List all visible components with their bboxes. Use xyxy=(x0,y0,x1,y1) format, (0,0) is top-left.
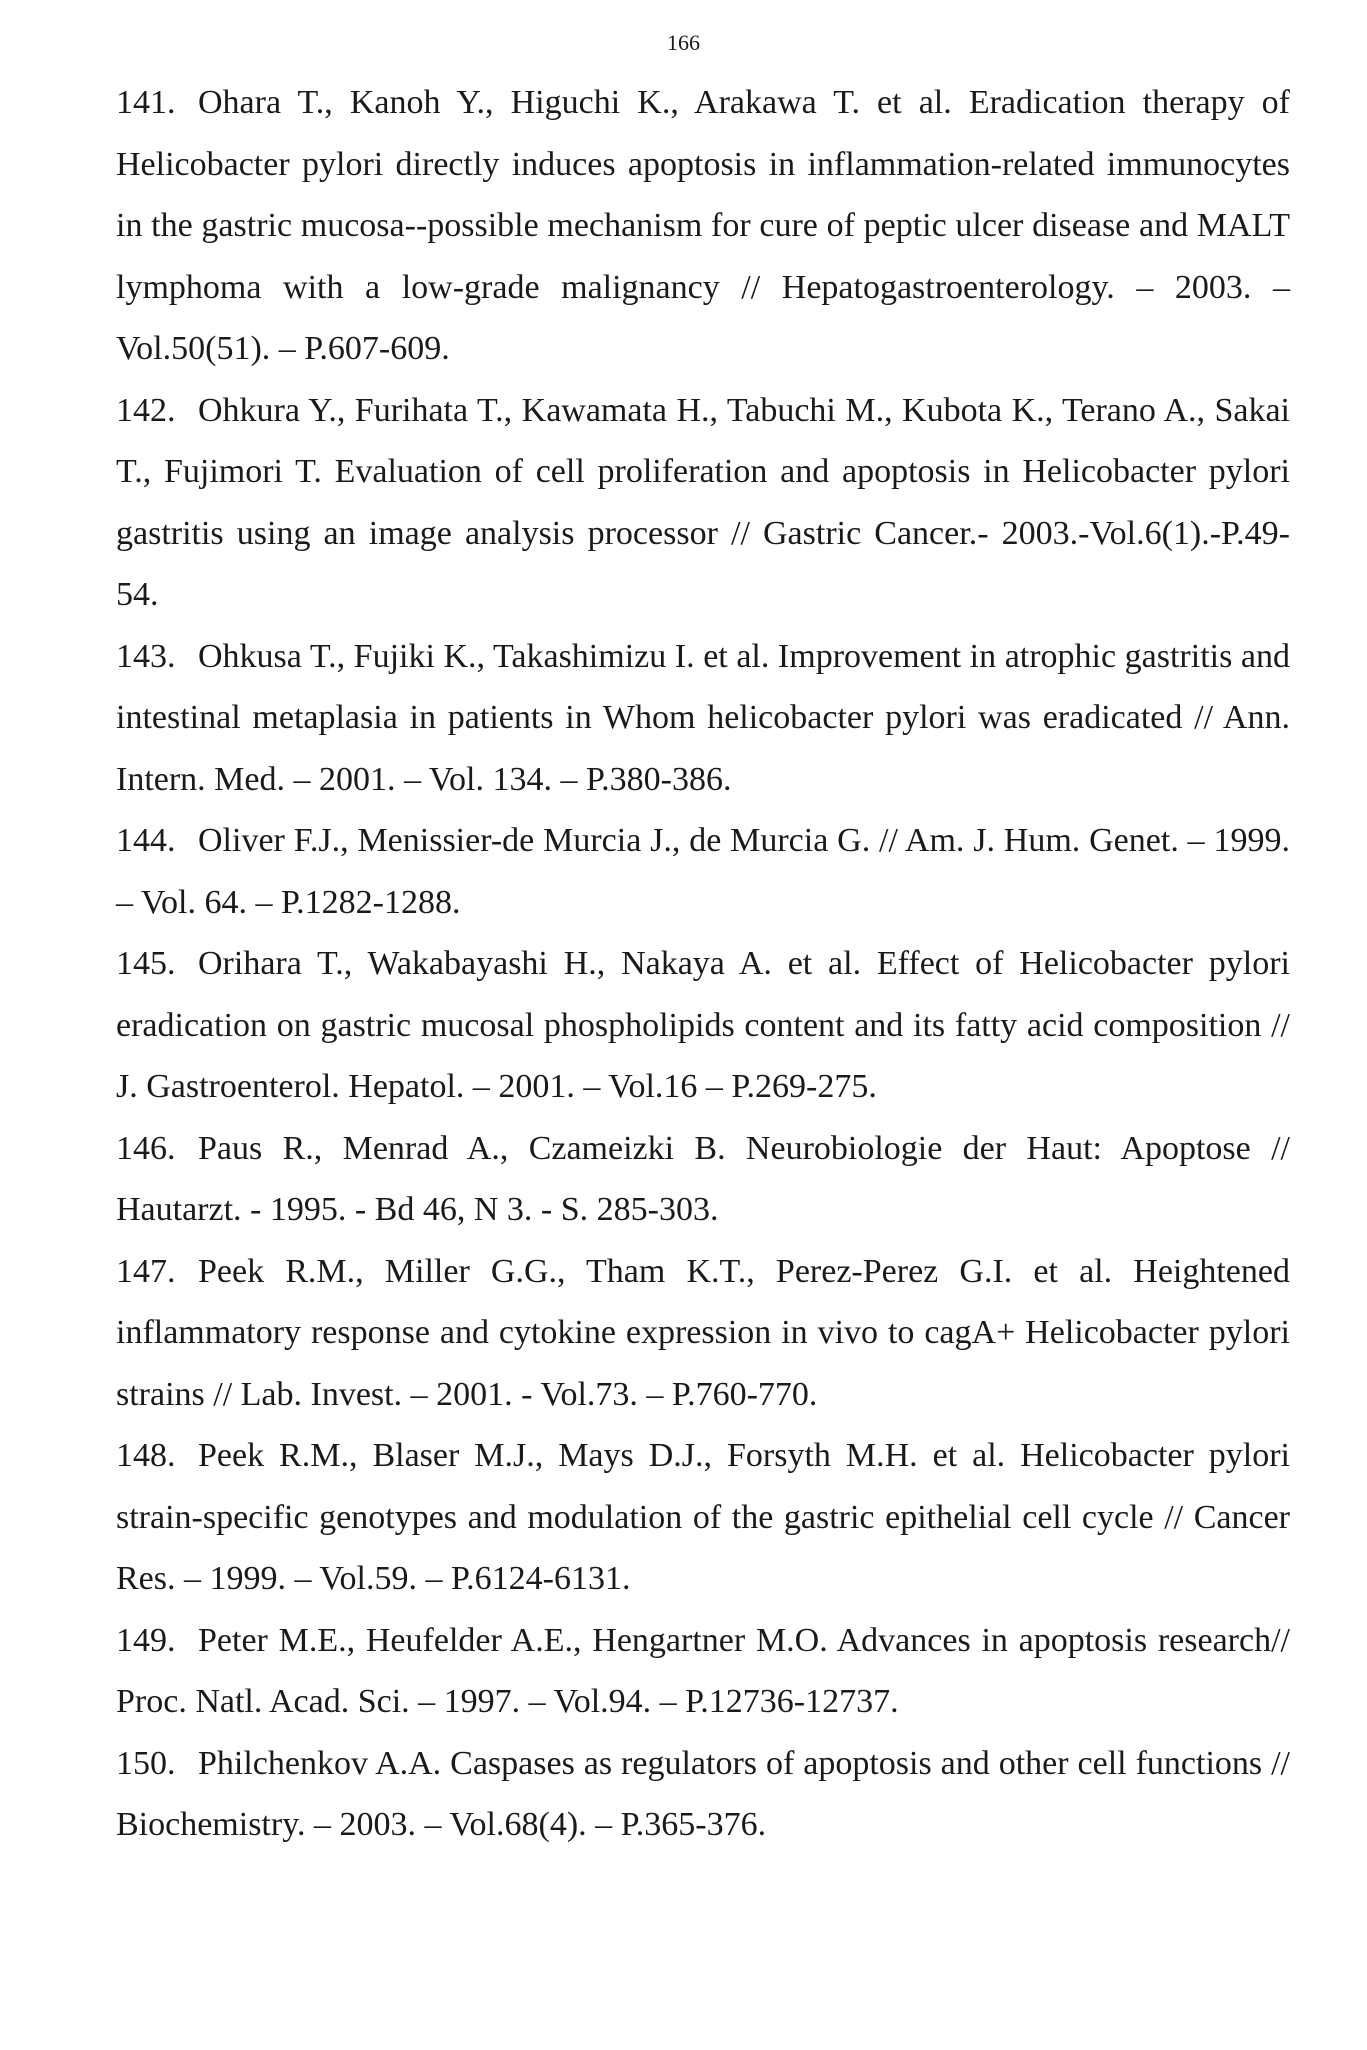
reference-text: Oliver F.J., Menissier-de Murcia J., de Murcia G. // Am. J. Hum. Genet. – 1999. – Vol. 64. – P.1282-1288. xyxy=(116,822,1290,921)
page-number: 166 xyxy=(667,30,700,55)
reference-item xyxy=(116,1118,1290,1241)
reference-text: Orihara T., Wakabayashi H., Nakaya A. et al. Effect of Helicobacter pylori eradication on gastric mucosal phospholipids content and its fatty acid composition // J. Gastroenterol. Hepatol. – 2001. – Vol.16 – P.269-275. xyxy=(116,945,1290,1105)
reference-list xyxy=(116,72,1290,1856)
reference-number: 148. xyxy=(116,1437,176,1474)
reference-number: 145. xyxy=(116,945,176,982)
reference-number: 150. xyxy=(116,1744,176,1782)
reference-number: 149. xyxy=(116,1621,176,1659)
reference-item xyxy=(116,1610,1290,1733)
reference-text: Paus R., Menrad A., Czameizki B. Neurobiologie der Haut: Apoptose // Hautarzt. - 1995. - Bd 46, N 3. - S. 285-303. xyxy=(116,1129,1290,1228)
reference-number: 144. xyxy=(116,822,176,859)
reference-item xyxy=(116,1733,1290,1856)
reference-item xyxy=(116,626,1290,811)
reference-text: Peek R.M., Miller G.G., Tham K.T., Perez-Perez G.I. et al. Heightened inflammatory response and cytokine expression in vivo to cagA+ Helicobacter pylori strains // Lab. Invest. – 2001. - Vol.73. – P.760-770. xyxy=(116,1252,1290,1413)
reference-number: 142. xyxy=(116,391,176,429)
reference-item xyxy=(116,72,1290,380)
reference-item xyxy=(116,810,1290,933)
reference-text: Ohara T., Kanoh Y., Higuchi K., Arakawa T. et al. Eradication therapy of Helicobacter pylori directly induces apoptosis in inflammation-related immunocytes in the gastric mucosa--possible mechanism for cure of peptic ulcer disease and MALT lymphoma with a low-grade malignancy // Hepatogastroenterology. – 2003. – Vol.50(51). – P.607-609. xyxy=(116,84,1290,367)
reference-text: Peter M.E., Heufelder A.E., Hengartner M.O. Advances in apoptosis research// Proc. Natl. Acad. Sci. – 1997. – Vol.94. – P.12736-12737. xyxy=(116,1621,1290,1720)
reference-number: 143. xyxy=(116,637,176,675)
reference-text: Peek R.M., Blaser M.J., Mays D.J., Forsyth M.H. et al. Helicobacter pylori strain-specific genotypes and modulation of the gastric epithelial cell cycle // Cancer Res. – 1999. – Vol.59. – P.6124-6131. xyxy=(116,1437,1290,1597)
reference-text: Philchenkov A.A. Caspases as regulators of apoptosis and other cell functions // Biochemistry. – 2003. – Vol.68(4). – P.365-376. xyxy=(116,1744,1290,1843)
reference-item xyxy=(116,380,1290,626)
reference-item xyxy=(116,933,1290,1118)
reference-item xyxy=(116,1241,1290,1426)
reference-number: 147. xyxy=(116,1252,176,1290)
reference-number: 146. xyxy=(116,1129,176,1167)
reference-text: Ohkusa T., Fujiki K., Takashimizu I. et al. Improvement in atrophic gastritis and intestinal metaplasia in patients in Whom helicobacter pylori was eradicated // Ann. Intern. Med. – 2001. – Vol. 134. – P.380-386. xyxy=(116,637,1290,798)
reference-number: 141. xyxy=(116,84,176,121)
reference-text: Ohkura Y., Furihata T., Kawamata H., Tabuchi M., Kubota K., Terano A., Sakai T., Fujimori T. Evaluation of cell proliferation and apoptosis in Helicobacter pylori gastritis using an image analysis processor // Gastric Cancer.- 2003.-Vol.6(1).-P.49-54. xyxy=(116,391,1290,613)
reference-item xyxy=(116,1425,1290,1610)
